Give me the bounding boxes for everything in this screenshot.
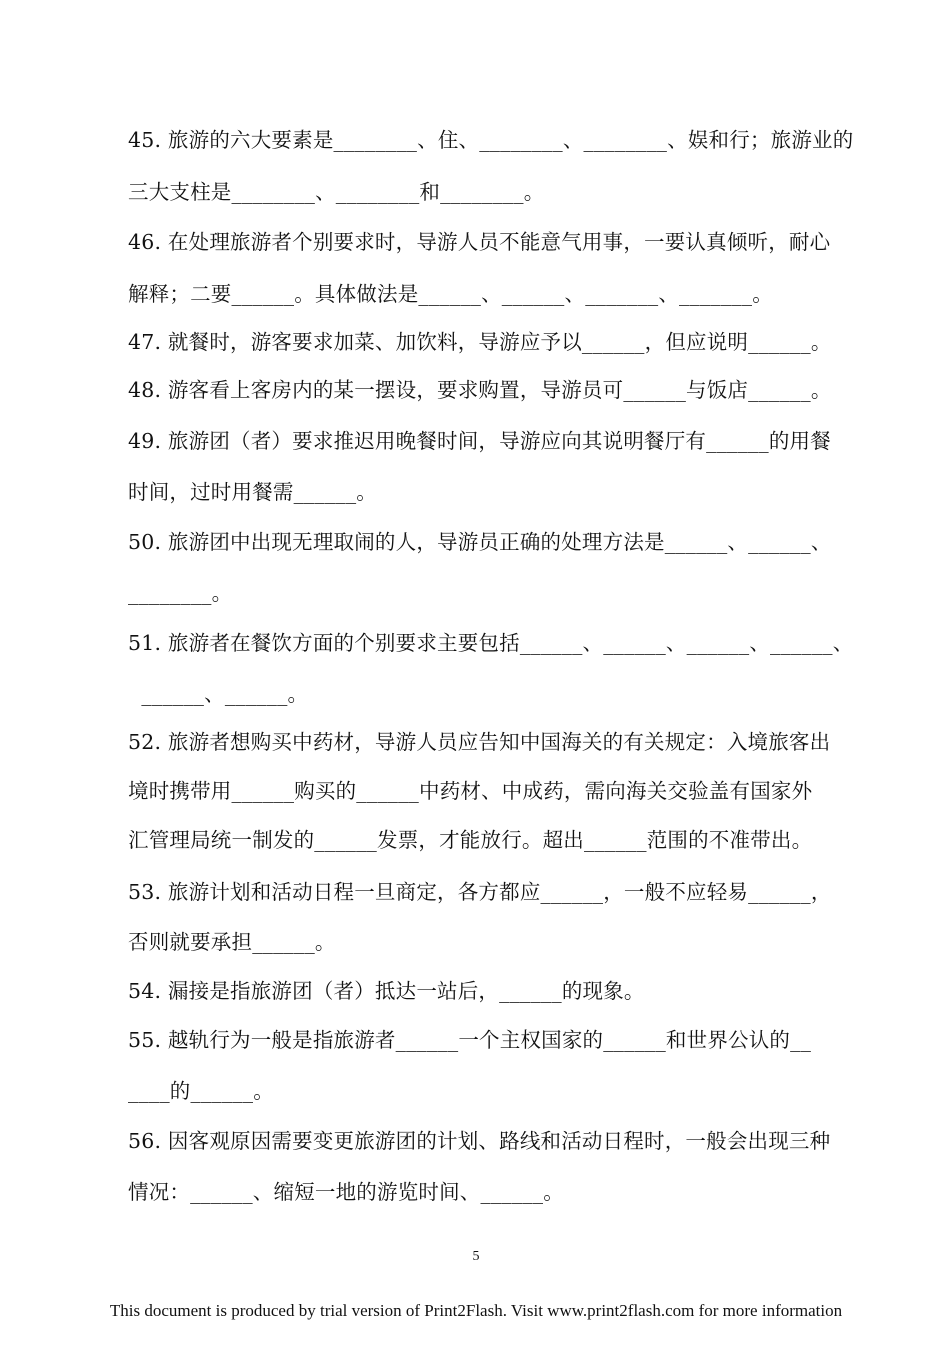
question-53-line-1: 53. 旅游计划和活动日程一旦商定，各方都应______，一般不应轻易______， [128,880,832,904]
question-50-line-2: ________。 [128,581,233,605]
question-52-line-3: 汇管理局统一制发的______发票，才能放行。超出______范围的不准带出。 [128,828,813,852]
question-54: 54. 漏接是指旅游团（者）抵达一站后，______的现象。 [128,979,645,1003]
question-45-line-1: 45. 旅游的六大要素是________、住、________、________、娱和行；旅游业的 [128,128,854,152]
question-46-line-1: 46. 在处理旅游者个别要求时，导游人员不能意气用事，一要认真倾听，耐心 [128,230,831,254]
question-50-line-1: 50. 旅游团中出现无理取闹的人，导游员正确的处理方法是______、______、 [128,530,832,554]
question-49-line-2: 时间，过时用餐需______。 [128,480,377,504]
question-56-line-1: 56. 因客观原因需要变更旅游团的计划、路线和活动日程时，一般会出现三种 [128,1129,831,1153]
question-52-line-2: 境时携带用______购买的______中药材、中成药，需向海关交验盖有国家外 [128,779,813,803]
question-51-line-2: ______、______。 [128,682,309,706]
question-46-line-2: 解释；二要______。具体做法是______、______、_______、_______。 [128,282,773,306]
question-56-line-2: 情况：______、缩短一地的游览时间、______。 [128,1180,564,1204]
question-48: 48. 游客看上客房内的某一摆设，要求购置，导游员可______与饭店______。 [128,378,832,402]
trial-version-footer: This document is produced by trial version of Print2Flash. Visit www.print2flash.com for more information [109,1301,843,1320]
question-55-line-1: 55. 越轨行为一般是指旅游者______一个主权国家的______和世界公认的__ [128,1028,812,1052]
question-51-line-1: 51. 旅游者在餐饮方面的个别要求主要包括______、______、______、______、 [128,631,854,655]
question-55-line-2: ____的______。 [128,1079,274,1103]
question-45-line-2: 三大支柱是________、________和________。 [128,180,545,204]
question-53-line-2: 否则就要承担______。 [128,930,336,954]
question-49-line-1: 49. 旅游团（者）要求推迟用晚餐时间，导游应向其说明餐厅有______的用餐 [128,429,831,453]
page-number: 5 [472,1249,480,1264]
question-52-line-1: 52. 旅游者想购买中药材，导游人员应告知中国海关的有关规定：入境旅客出 [128,730,831,754]
question-47: 47. 就餐时，游客要求加菜、加饮料，导游应予以______，但应说明______。 [128,330,832,354]
